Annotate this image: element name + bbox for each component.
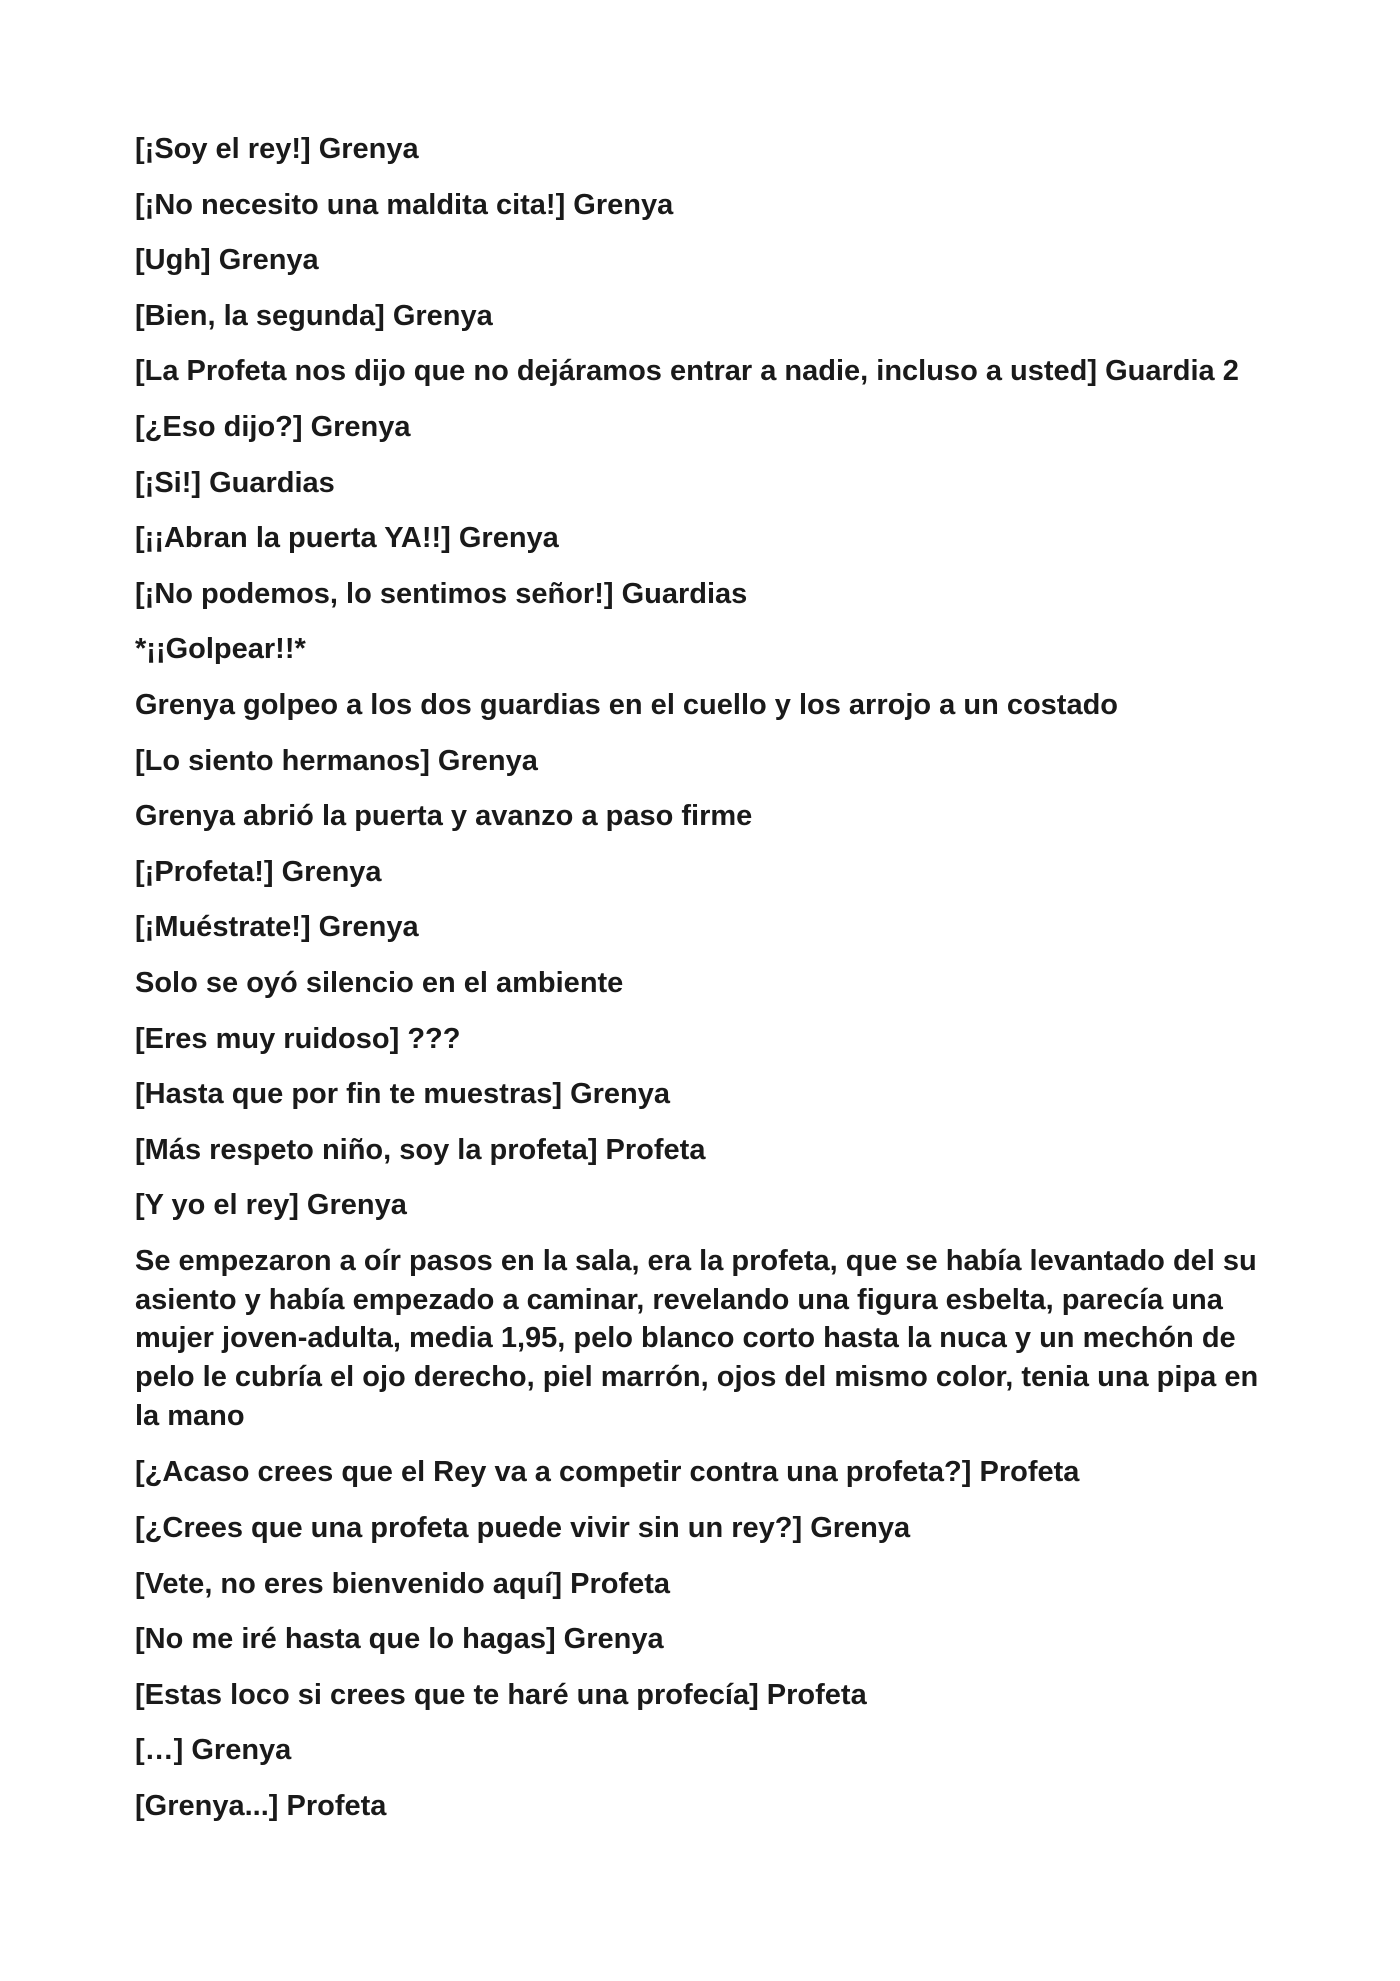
narration-line: Grenya abrió la puerta y avanzo a paso firme [135, 800, 753, 833]
dialogue-line: [¡Soy el rey!] Grenya [135, 133, 419, 165]
dialogue-line: [Y yo el rey] Grenya [135, 1189, 407, 1222]
dialogue-line: [Lo siento hermanos] Grenya [135, 744, 538, 777]
dialogue-line: [Grenya...] Profeta [135, 1790, 387, 1823]
dialogue-line: [Más respeto niño, soy la profeta] Profeta [135, 1133, 706, 1166]
dialogue-line: [Bien, la segunda] Grenya [135, 299, 493, 332]
narration-paragraph: Se empezaron a oír pasos en la sala, era la profeta, que se había levantado del su asiento y había empezado a caminar, revelando una figura esbelta, parecía una mujer joven-adulta, media 1,95, pelo blanco corto hasta la nuca y un mechón de pelo le cubría el ojo derecho, piel marrón, ojos del mismo color, tenia una pipa en la mano [135, 1244, 1259, 1433]
dialogue-line: [Eres muy ruidoso] ??? [135, 1022, 461, 1055]
dialogue-line: [Estas loco si crees que te haré una profecía] Profeta [135, 1678, 867, 1711]
dialogue-line: [No me iré hasta que lo hagas] Grenya [135, 1623, 664, 1656]
dialogue-line: [Vete, no eres bienvenido aquí] Profeta [135, 1567, 671, 1600]
dialogue-line: [¡No podemos, lo sentimos señor!] Guardias [135, 577, 748, 610]
dialogue-line: [¿Crees que una profeta puede vivir sin un rey?] Grenya [135, 1512, 911, 1545]
document-body [135, 130, 1285, 1843]
dialogue-line: [¡No necesito una maldita cita!] Grenya [135, 188, 674, 221]
dialogue-line: [¿Acaso crees que el Rey va a competir contra una profeta?] Profeta [135, 1456, 1080, 1489]
dialogue-line: [¡Si!] Guardias [135, 466, 335, 499]
dialogue-line: [¡Muéstrate!] Grenya [135, 911, 419, 944]
dialogue-line: [Ugh] Grenya [135, 244, 319, 277]
dialogue-line: […] Grenya [135, 1734, 292, 1767]
sound-effect-line: *¡¡Golpear!!* [135, 633, 306, 666]
dialogue-line: [La Profeta nos dijo que no dejáramos entrar a nadie, incluso a usted] Guardia 2 [135, 355, 1239, 388]
dialogue-line: [Hasta que por fin te muestras] Grenya [135, 1078, 671, 1111]
narration-line: Solo se oyó silencio en el ambiente [135, 966, 624, 999]
dialogue-line: [¡¡Abran la puerta YA!!] Grenya [135, 522, 559, 555]
dialogue-line: [¡Profeta!] Grenya [135, 855, 382, 888]
dialogue-line: [¿Eso dijo?] Grenya [135, 410, 411, 443]
narration-line: Grenya golpeo a los dos guardias en el cuello y los arrojo a un costado [135, 688, 1119, 721]
